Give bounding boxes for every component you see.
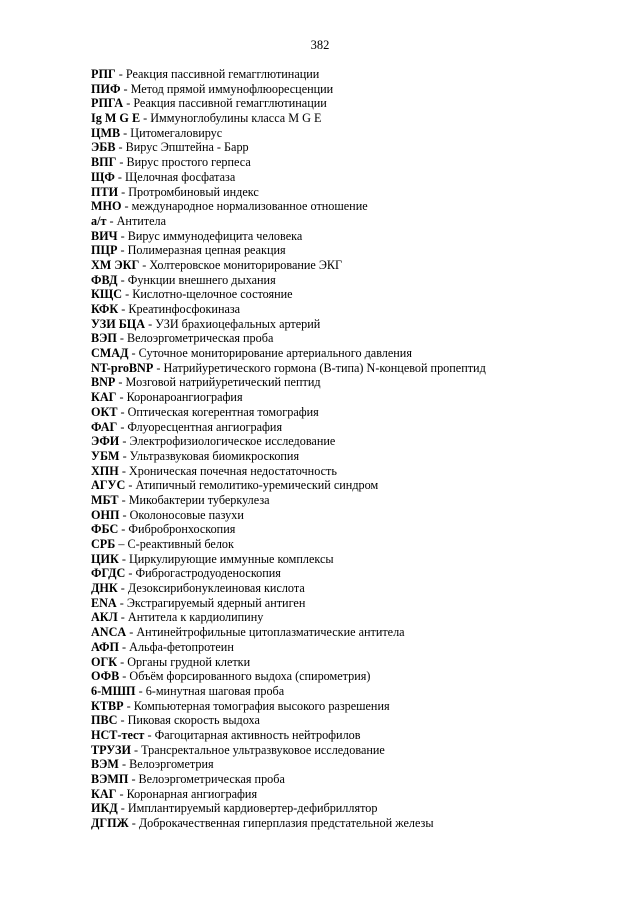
abbreviation-separator: - xyxy=(118,492,129,507)
abbreviation-entry xyxy=(91,405,631,420)
abbreviation-definition: Электрофизиологическое исследование xyxy=(129,434,336,449)
abbreviation-term: АКЛ xyxy=(91,610,118,625)
abbreviation-definition: Метод прямой иммунофлюоресценции xyxy=(130,81,334,96)
abbreviation-entry xyxy=(91,478,631,493)
abbreviation-entry xyxy=(91,625,631,640)
abbreviation-separator: - xyxy=(128,346,139,361)
abbreviation-term: КАГ xyxy=(91,390,117,405)
abbreviation-entry xyxy=(91,361,631,376)
abbreviation-definition: Щелочная фосфатаза xyxy=(125,169,236,184)
abbreviation-term: ЦМВ xyxy=(91,125,121,140)
abbreviation-term: КФК xyxy=(91,302,119,316)
abbreviation-entry xyxy=(91,170,631,185)
abbreviation-separator: - xyxy=(118,522,129,537)
abbreviation-term: ТРУЗИ xyxy=(91,742,131,757)
abbreviation-separator: - xyxy=(116,786,127,801)
abbreviation-term: КТВР xyxy=(91,698,124,713)
abbreviation-entry xyxy=(91,801,631,816)
abbreviation-definition: Компьютерная томография высокого разрешения xyxy=(133,698,390,713)
abbreviation-separator: - xyxy=(117,272,128,287)
abbreviation-term: ПИФ xyxy=(91,81,121,96)
abbreviation-definition: Доброкачественная гиперплазия предстательной железы xyxy=(138,816,434,831)
abbreviation-term: ЩФ xyxy=(91,169,115,184)
abbreviation-definition: Вирус простого герпеса xyxy=(126,155,251,170)
abbreviation-entry xyxy=(91,610,631,625)
abbreviation-term: ХПН xyxy=(91,463,119,478)
abbreviation-term: ПТИ xyxy=(91,184,119,199)
abbreviation-entry xyxy=(91,331,631,346)
abbreviation-entry xyxy=(91,728,631,743)
abbreviation-definition: Натрийуретического гормона (В-типа) N-концевой пропептид xyxy=(163,360,486,375)
abbreviation-separator: - xyxy=(128,816,139,831)
abbreviation-term: МНО xyxy=(91,199,122,214)
abbreviation-separator: - xyxy=(140,111,151,126)
abbreviation-definition: Полимеразная цепная реакция xyxy=(127,243,286,258)
abbreviation-definition: Фибробронхоскопия xyxy=(128,522,236,537)
abbreviation-term: ХМ ЭКГ xyxy=(91,257,140,272)
abbreviation-term: ДНК xyxy=(91,581,118,596)
abbreviation-definition: Околоносовые пазухи xyxy=(129,507,244,522)
abbreviation-definition: Дезоксирибонуклеиновая кислота xyxy=(127,581,305,596)
abbreviation-separator: - xyxy=(122,287,133,302)
abbreviation-separator: - xyxy=(120,81,131,96)
abbreviation-separator: - xyxy=(153,360,164,375)
abbreviation-separator: - xyxy=(117,581,128,596)
abbreviation-entry xyxy=(91,552,631,567)
abbreviation-separator: - xyxy=(117,419,128,434)
abbreviation-definition: Пиковая скорость выдоха xyxy=(127,713,260,728)
abbreviation-entry xyxy=(91,229,631,244)
abbreviation-definition: Антитела к кардиолипину xyxy=(127,610,264,625)
abbreviation-term: ВЭМ xyxy=(91,757,119,772)
abbreviation-term: ОКТ xyxy=(91,404,118,419)
abbreviation-entry xyxy=(91,596,631,611)
abbreviation-term: ИКД xyxy=(91,801,118,816)
abbreviation-entry xyxy=(91,713,631,728)
abbreviation-separator: - xyxy=(115,67,126,81)
abbreviation-entry xyxy=(91,390,631,405)
abbreviation-definition: УЗИ брахиоцефальных артерий xyxy=(155,316,321,331)
abbreviation-definition: Иммуноглобулины класса M G E xyxy=(150,111,322,126)
abbreviation-separator: - xyxy=(118,757,130,772)
abbreviation-entry xyxy=(91,655,631,670)
abbreviation-definition: Коронароангиография xyxy=(126,390,243,405)
abbreviation-separator: - xyxy=(121,199,132,214)
abbreviation-term: СРБ xyxy=(91,537,116,551)
abbreviation-term: УБМ xyxy=(91,448,120,463)
abbreviation-term: BNP xyxy=(91,375,116,390)
abbreviation-entry xyxy=(91,82,631,97)
abbreviation-definition: 6-минутная шаговая проба xyxy=(145,683,285,698)
abbreviation-entry xyxy=(91,273,631,288)
abbreviation-separator: - xyxy=(128,772,139,786)
abbreviation-term: РПГА xyxy=(91,96,124,111)
abbreviation-definition: Альфа-фетопротеин xyxy=(129,639,234,654)
abbreviation-entry xyxy=(91,258,631,273)
abbreviation-entry xyxy=(91,317,631,332)
abbreviation-entry xyxy=(91,287,631,302)
abbreviation-term: NT-proBNP xyxy=(91,360,154,375)
abbreviation-definition: Креатинфосфокиназа xyxy=(128,302,241,316)
abbreviation-term: а/т xyxy=(91,213,107,228)
abbreviation-definition: Хроническая почечная недостаточность xyxy=(128,463,337,478)
abbreviation-definition: Флуоресцентная ангиография xyxy=(127,419,283,434)
abbreviation-term: Ig M G E xyxy=(91,111,141,126)
abbreviation-term: ANCA xyxy=(91,625,127,640)
abbreviation-term: ФАГ xyxy=(91,419,118,434)
abbreviation-separator: - xyxy=(126,625,137,640)
abbreviation-separator: - xyxy=(144,727,155,742)
abbreviation-entry xyxy=(91,96,631,111)
abbreviation-definition: Антинейтрофильные цитоплазматические антитела xyxy=(136,625,405,640)
abbreviation-separator: - xyxy=(117,404,128,419)
abbreviation-separator: - xyxy=(125,566,136,581)
abbreviation-entry xyxy=(91,126,631,141)
abbreviation-term: ФГДС xyxy=(91,566,126,581)
abbreviation-separator: - xyxy=(117,801,128,816)
abbreviation-separator: - xyxy=(119,507,130,522)
abbreviation-separator: - xyxy=(120,125,131,140)
abbreviation-entry xyxy=(91,699,631,714)
abbreviation-separator: - xyxy=(117,713,128,728)
abbreviation-term: АГУС xyxy=(91,478,126,493)
abbreviation-term: КАГ xyxy=(91,786,117,801)
abbreviation-separator: - xyxy=(117,610,128,625)
abbreviation-definition: Холтеровское мониторирование ЭКГ xyxy=(149,257,343,272)
abbreviation-separator: - xyxy=(118,184,129,199)
abbreviation-definition: Объём форсированного выдоха (спирометрия) xyxy=(129,669,371,684)
abbreviation-entry xyxy=(91,375,631,390)
abbreviation-term: МБТ xyxy=(91,492,119,507)
abbreviation-definition: Функции внешнего дыхания xyxy=(127,272,276,287)
abbreviation-definition: Велоэргометрия xyxy=(129,757,214,772)
abbreviation-entry xyxy=(91,743,631,758)
abbreviation-separator: - xyxy=(139,257,150,272)
abbreviation-definition: Органы грудной клетки xyxy=(127,654,251,669)
abbreviation-separator: - xyxy=(116,390,127,405)
abbreviation-entry xyxy=(91,816,631,831)
abbreviation-separator: - xyxy=(130,742,142,757)
abbreviation-entry xyxy=(91,111,631,126)
abbreviation-definition: Цитомегаловирус xyxy=(130,125,223,140)
abbreviation-definition: Фиброгастродуоденоскопия xyxy=(135,566,281,581)
abbreviation-term: ВИЧ xyxy=(91,228,118,243)
abbreviation-entry xyxy=(91,581,631,596)
abbreviation-separator: - xyxy=(114,169,126,184)
abbreviation-definition: Ультразвуковая биомикроскопия xyxy=(129,448,300,463)
abbreviation-definition: Экстрагируемый ядерный антиген xyxy=(126,595,306,610)
abbreviation-separator: - xyxy=(117,243,128,258)
abbreviation-definition: Реакция пассивной гемагглютинации xyxy=(125,67,320,81)
abbreviation-separator: - xyxy=(118,551,129,566)
abbreviation-definition: Велоэргометрическая проба xyxy=(138,772,285,786)
abbreviation-term: АФП xyxy=(91,639,119,654)
abbreviation-definition: Мозговой натрийуретический пептид xyxy=(125,375,321,390)
abbreviation-entry xyxy=(91,669,631,684)
abbreviation-term: НСТ-тест xyxy=(91,727,145,742)
abbreviation-definition: С-реактивный белок xyxy=(127,537,234,551)
abbreviation-separator: - xyxy=(106,213,117,228)
abbreviation-term: ДГПЖ xyxy=(91,816,129,831)
abbreviation-term: РПГ xyxy=(91,67,116,81)
abbreviation-separator: - xyxy=(118,302,129,316)
abbreviation-separator: - xyxy=(119,669,130,684)
abbreviation-entry xyxy=(91,508,631,523)
abbreviation-separator: - xyxy=(117,228,128,243)
abbreviation-definition: Имплантируемый кардиовертер-дефибриллятор xyxy=(127,801,378,816)
abbreviation-separator: - xyxy=(115,140,126,155)
abbreviation-entry xyxy=(91,464,631,479)
abbreviation-separator: - xyxy=(116,155,127,170)
abbreviation-definition: Циркулирующие иммунные комплексы xyxy=(128,551,334,566)
abbreviation-definition: Микобактерии туберкулеза xyxy=(128,492,270,507)
abbreviation-definition: международное нормализованное отношение xyxy=(131,199,368,214)
abbreviation-separator: - xyxy=(116,595,127,610)
abbreviation-entry xyxy=(91,199,631,214)
abbreviation-definition: Оптическая когерентная томография xyxy=(127,404,319,419)
abbreviation-entry xyxy=(91,185,631,200)
abbreviation-term: СМАД xyxy=(91,346,129,361)
abbreviation-entry xyxy=(91,434,631,449)
abbreviation-term: ОГК xyxy=(91,654,118,669)
abbreviation-term: ПЦР xyxy=(91,243,118,258)
abbreviation-entry xyxy=(91,522,631,537)
abbreviation-entry xyxy=(91,787,631,802)
abbreviation-entry xyxy=(91,684,631,699)
abbreviation-entry xyxy=(91,640,631,655)
abbreviation-entry xyxy=(91,566,631,581)
abbreviation-separator: - xyxy=(123,96,134,111)
abbreviation-term: 6-МШП xyxy=(91,683,136,698)
abbreviation-separator: - xyxy=(118,463,129,478)
abbreviation-entry xyxy=(91,302,631,317)
abbreviation-term: ПВС xyxy=(91,713,118,728)
abbreviation-entry xyxy=(91,757,631,772)
abbreviation-separator: - xyxy=(116,331,128,346)
abbreviation-term: КЩС xyxy=(91,287,123,302)
abbreviation-separator: - xyxy=(145,316,156,331)
abbreviation-entry xyxy=(91,346,631,361)
abbreviation-definition: Кислотно-щелочное состояние xyxy=(132,287,293,302)
abbreviation-term: ОФВ xyxy=(91,669,120,684)
abbreviation-separator: - xyxy=(117,654,128,669)
abbreviation-term: ФВД xyxy=(91,272,118,287)
abbreviation-definition: Протромбиновый индекс xyxy=(128,184,259,199)
abbreviation-entry xyxy=(91,493,631,508)
abbreviation-entry xyxy=(91,140,631,155)
abbreviation-entry xyxy=(91,772,631,787)
abbreviation-definition: Антитела xyxy=(116,213,167,228)
abbreviation-separator: – xyxy=(115,537,128,551)
abbreviation-entry xyxy=(91,420,631,435)
abbreviation-definition: Вирус иммунодефицита человека xyxy=(127,228,303,243)
abbreviation-definition: Суточное мониторирование артериального давления xyxy=(138,346,412,361)
abbreviation-definition: Велоэргометрическая проба xyxy=(127,331,274,346)
abbreviation-term: ЭФИ xyxy=(91,434,120,449)
page-number: 382 xyxy=(310,38,330,52)
abbreviation-definition: Коронарная ангиография xyxy=(126,786,258,801)
abbreviation-definition: Вирус Эпштейна - Барр xyxy=(125,140,249,155)
abbreviation-entry xyxy=(91,243,631,258)
abbreviation-entry xyxy=(91,155,631,170)
abbreviation-entry xyxy=(91,67,631,82)
abbreviation-term: ENA xyxy=(91,595,117,610)
abbreviation-definition: Трансректальное ультразвуковое исследование xyxy=(141,742,385,757)
abbreviation-entry xyxy=(91,537,631,552)
abbreviation-definition: Реакция пассивной гемагглютинации xyxy=(133,96,327,111)
abbreviation-term: ВЭМП xyxy=(91,772,129,786)
abbreviation-term: ЭБВ xyxy=(91,140,116,155)
abbreviation-term: ЦИК xyxy=(91,551,119,566)
abbreviation-separator: - xyxy=(135,683,146,698)
abbreviation-term: ВЭП xyxy=(91,331,117,346)
abbreviation-separator: - xyxy=(125,478,136,493)
abbreviation-separator: - xyxy=(119,448,130,463)
abbreviation-term: ВПГ xyxy=(91,155,117,170)
abbreviation-term: УЗИ БЦА xyxy=(91,316,146,331)
abbreviation-term: ОНП xyxy=(91,507,120,522)
abbreviation-list xyxy=(91,67,631,831)
abbreviation-separator: - xyxy=(123,698,134,713)
abbreviation-definition: Фагоцитарная активность нейтрофилов xyxy=(154,727,361,742)
abbreviation-entry xyxy=(91,449,631,464)
abbreviation-separator: - xyxy=(115,375,126,390)
abbreviation-separator: - xyxy=(119,434,130,449)
abbreviation-entry xyxy=(91,214,631,229)
abbreviation-separator: - xyxy=(118,639,130,654)
abbreviation-definition: Атипичный гемолитико-уремический синдром xyxy=(135,478,379,493)
abbreviation-term: ФБС xyxy=(91,522,119,537)
